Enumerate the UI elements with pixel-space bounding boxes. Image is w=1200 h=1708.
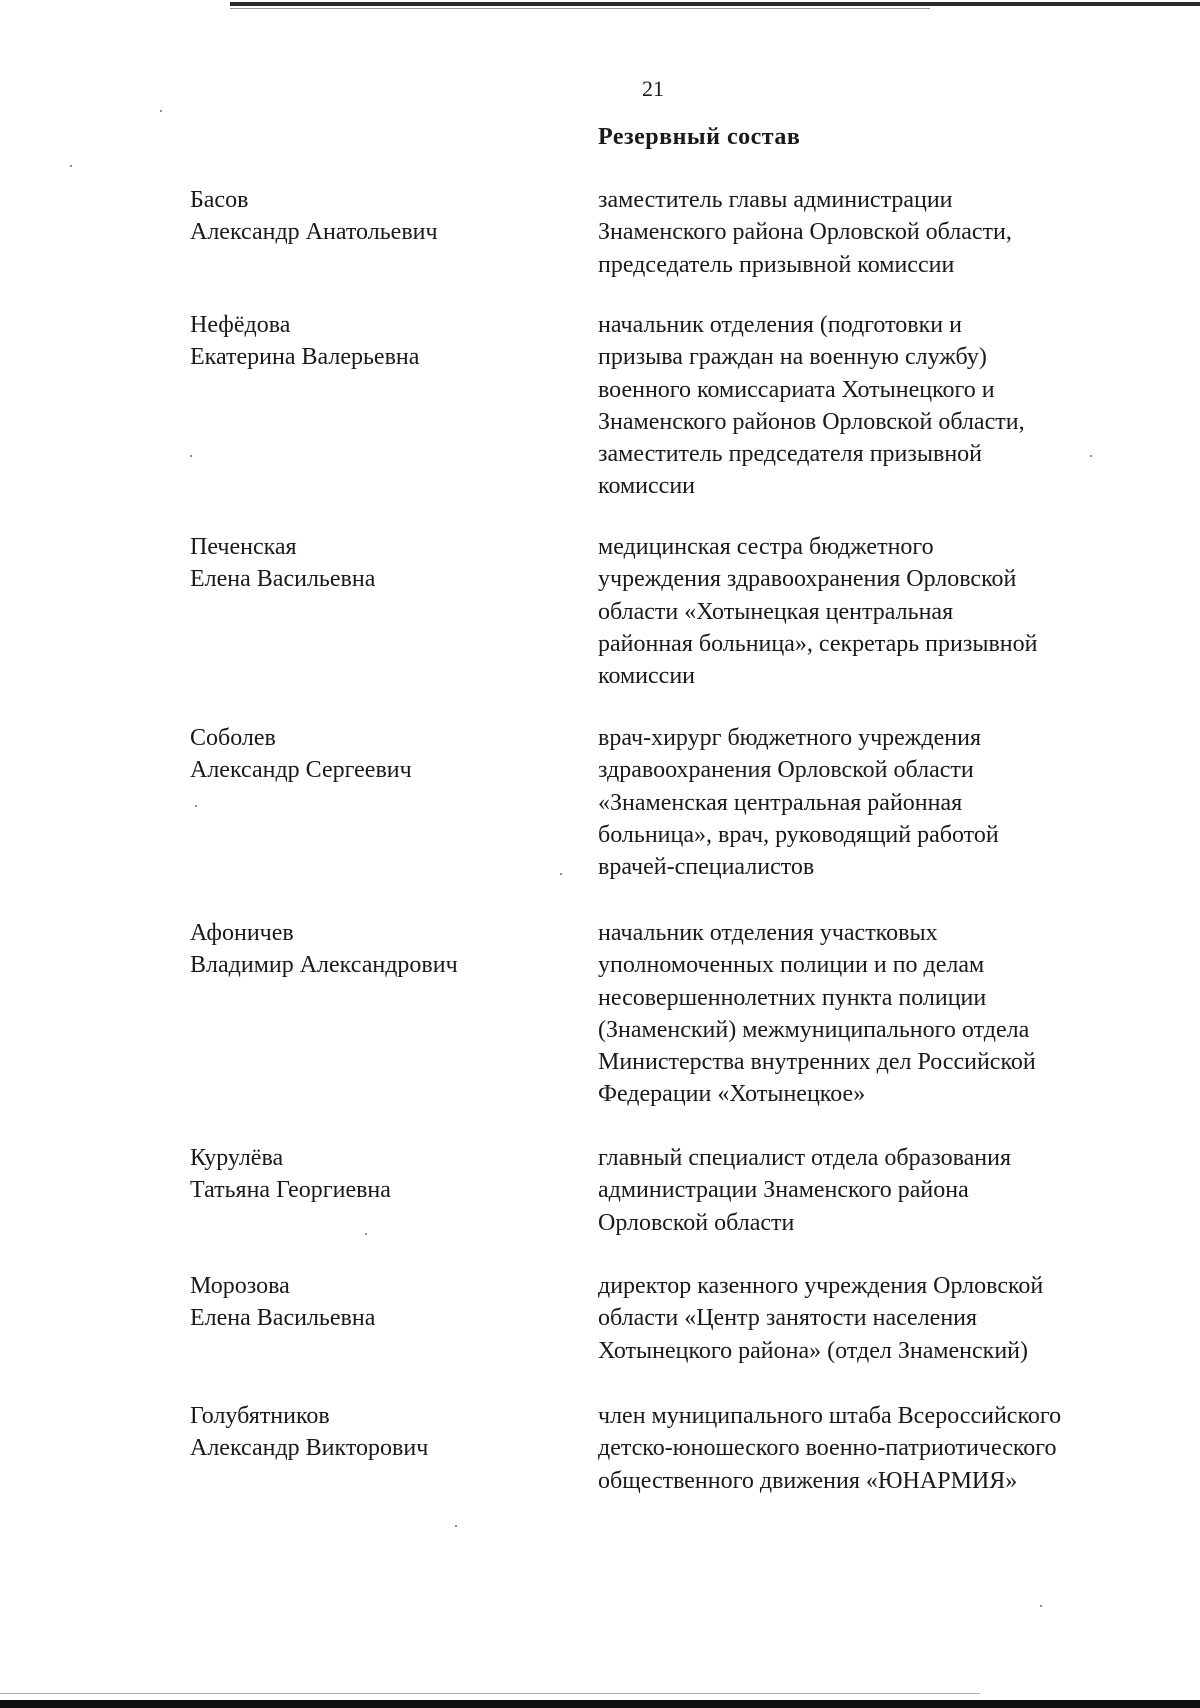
member-name: Печенская Елена Васильевна	[190, 534, 376, 592]
page-number: 21	[642, 76, 664, 101]
member-role: начальник отделения (подготовки и призыва граждан на военную службу) военного комиссариата Хотынецкого и Знаменского районов Орловской области, заместитель председателя призывной комиссии	[598, 312, 1025, 500]
scan-speck	[560, 873, 562, 875]
member-name: Афоничев Владимир Александрович	[190, 920, 458, 978]
scan-edge-bottom	[0, 1700, 1200, 1708]
scan-edge-top	[230, 2, 1200, 6]
member-name: Нефёдова Екатерина Валерьевна	[190, 312, 420, 370]
scan-speck	[70, 165, 72, 167]
scan-speck	[455, 1525, 457, 1527]
section-title: Резервный состав	[598, 124, 801, 150]
member-role: начальник отделения участковых уполномоченных полиции и по делам несовершеннолетних пункта полиции (Знаменский) межмуниципального отдела Министерства внутренних дел Российской Федерации «Хотынецкое»	[598, 920, 1036, 1108]
member-role: медицинская сестра бюджетного учреждения здравоохранения Орловской области «Хотынецкая центральная районная больница», секретарь призывной комиссии	[598, 534, 1038, 690]
scan-speck	[365, 1233, 367, 1235]
scan-speck	[160, 110, 162, 112]
member-role: директор казенного учреждения Орловской области «Центр занятости населения Хотынецкого района» (отдел Знаменский)	[598, 1273, 1044, 1364]
scan-speck	[195, 805, 197, 807]
member-role: главный специалист отдела образования администрации Знаменского района Орловской области	[598, 1145, 1012, 1236]
scan-speck	[1040, 1605, 1042, 1607]
member-name: Морозова Елена Васильевна	[190, 1273, 376, 1331]
member-name: Соболев Александр Сергеевич	[190, 725, 412, 783]
member-name: Басов Александр Анатольевич	[190, 187, 438, 245]
scan-edge-bottom-line	[0, 1693, 980, 1694]
member-name: Голубятников Александр Викторович	[190, 1403, 429, 1461]
member-role: член муниципального штаба Всероссийского детско-юношеского военно-патриотического общественного движения «ЮНАРМИЯ»	[598, 1403, 1062, 1494]
member-role: врач-хирург бюджетного учреждения здравоохранения Орловской области «Знаменская центральная районная больница», врач, руководящий работой врачей-специалистов	[598, 725, 999, 881]
scan-speck	[1090, 455, 1092, 457]
member-role: заместитель главы администрации Знаменского района Орловской области, председатель призывной комиссии	[598, 187, 1012, 278]
member-name: Курулёва Татьяна Георгиевна	[190, 1145, 391, 1203]
scan-edge-top-line	[230, 8, 930, 9]
scan-speck	[190, 455, 192, 457]
